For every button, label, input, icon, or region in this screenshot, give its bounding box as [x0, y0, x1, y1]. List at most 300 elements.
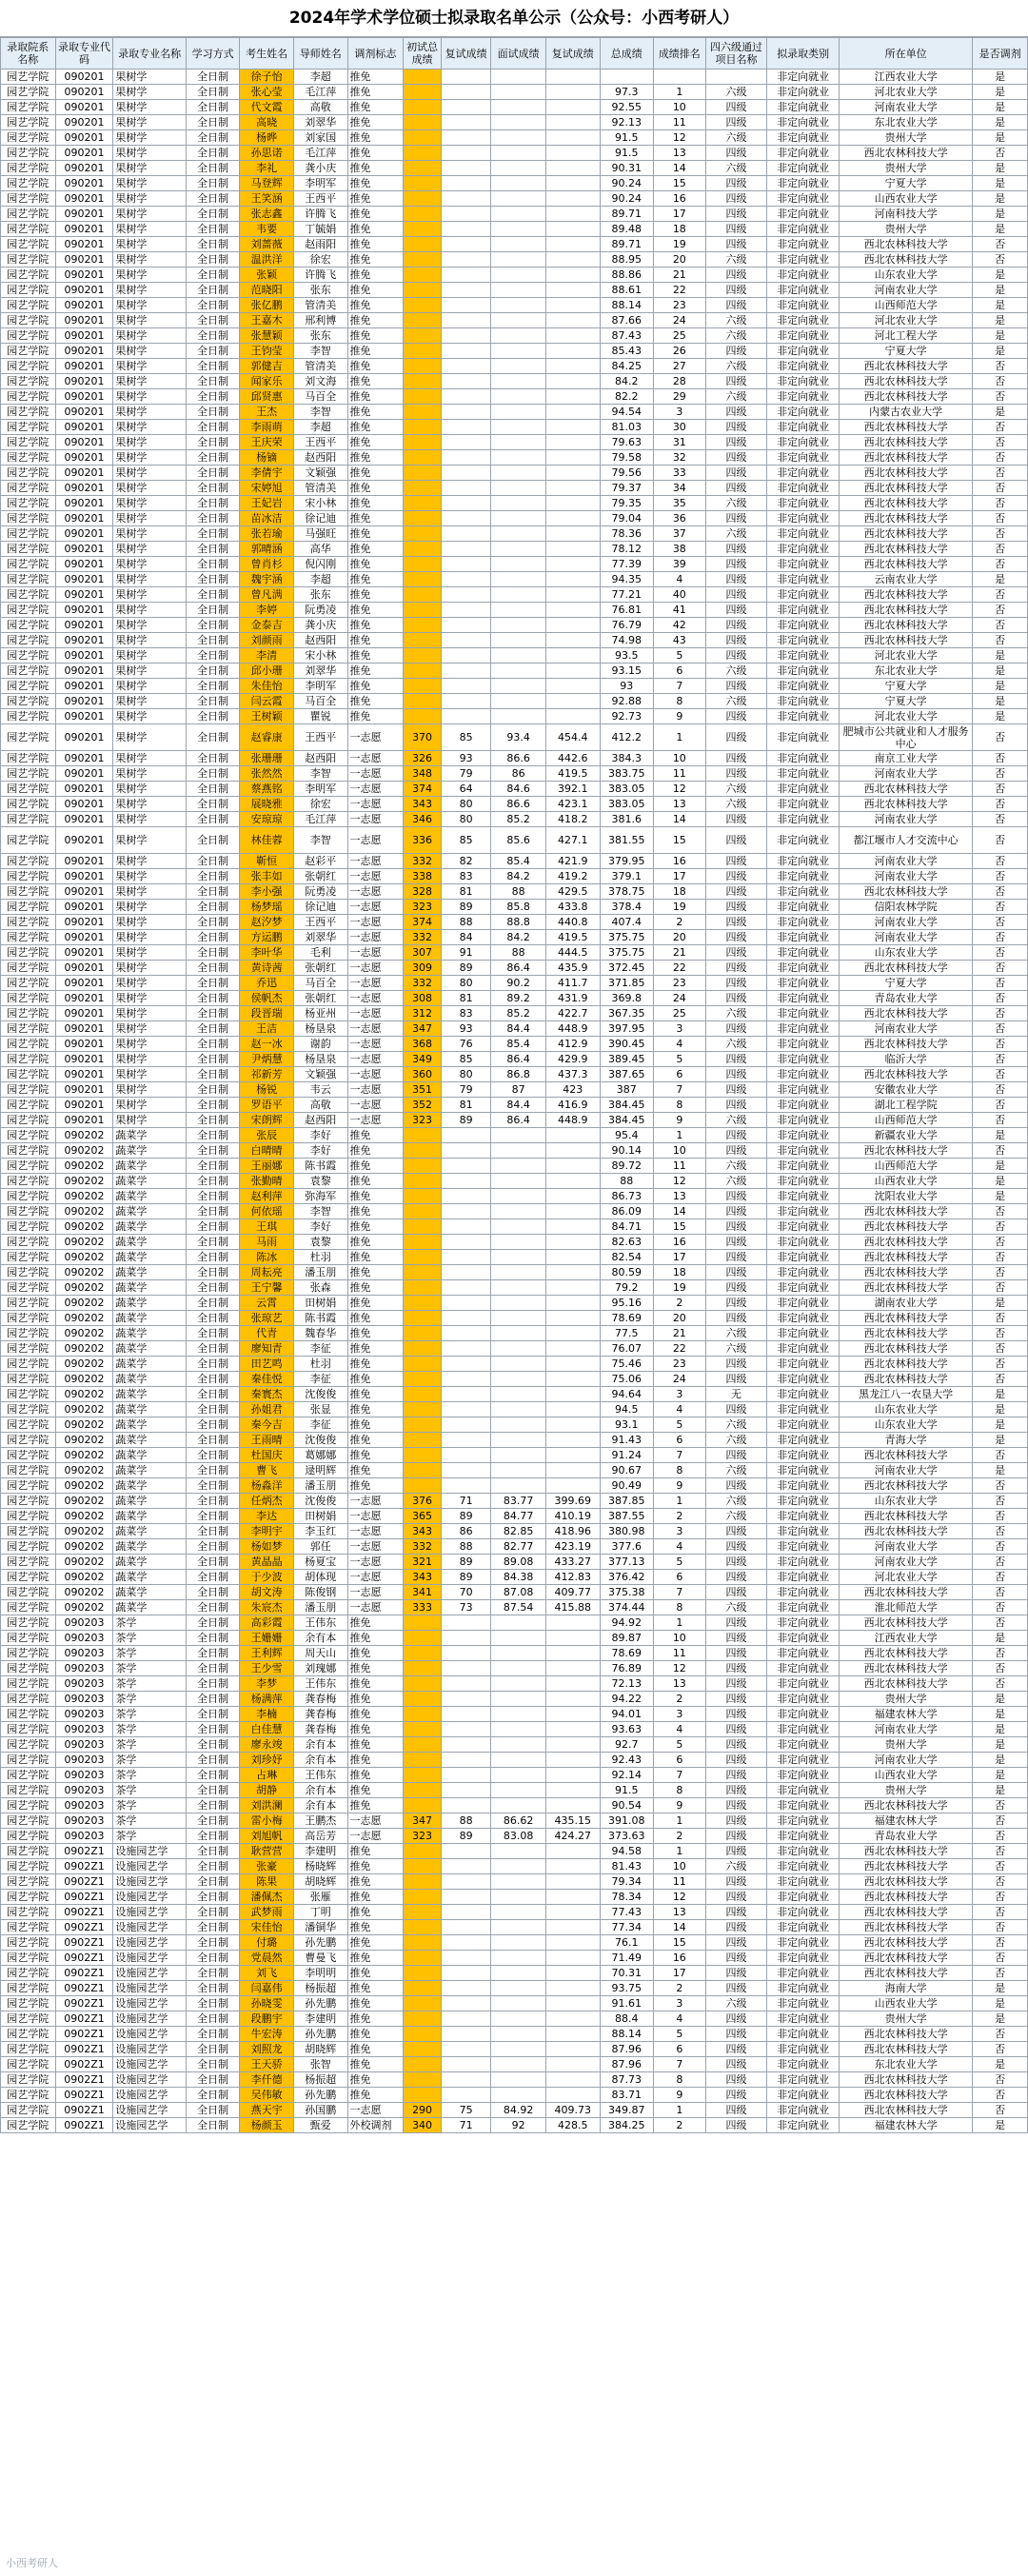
table-cell: [441, 1692, 490, 1707]
table-cell: 全日制: [186, 1143, 240, 1159]
table-cell: 非定向就业: [767, 2118, 839, 2133]
table-cell: 非定向就业: [767, 389, 839, 405]
table-cell: [441, 2011, 490, 2027]
table-cell: 86: [491, 766, 546, 782]
table-cell: 西北农林科技大学: [839, 1265, 972, 1280]
table-row: [1, 618, 1028, 633]
table-cell: 推免: [347, 1966, 404, 1981]
table-cell: 是: [973, 1996, 1028, 2011]
table-row: [1, 961, 1028, 976]
table-cell: 徐子怡: [240, 69, 294, 85]
table-cell: 否: [973, 2103, 1028, 2118]
table-cell: 非定向就业: [767, 161, 839, 176]
table-cell: 2: [654, 915, 705, 930]
table-cell: 海南大学: [839, 1981, 972, 1996]
table-cell: 六级: [705, 496, 767, 511]
table-cell: 442.6: [545, 751, 600, 766]
table-cell: 果树学: [113, 85, 186, 100]
table-cell: 杨镝: [240, 450, 294, 466]
table-cell: 西北农林科技大学: [839, 1935, 972, 1951]
table-cell: [404, 1219, 442, 1235]
table-cell: 88.8: [491, 915, 546, 930]
table-cell: 090201: [55, 1037, 113, 1052]
table-cell: 090201: [55, 900, 113, 915]
table-cell: 378.4: [600, 900, 654, 915]
table-cell: [491, 450, 546, 466]
table-cell: 否: [973, 1067, 1028, 1082]
table-cell: 果树学: [113, 1098, 186, 1113]
table-cell: 448.9: [545, 1113, 600, 1128]
table-cell: 非定向就业: [767, 1052, 839, 1067]
table-cell: 王姗姗: [240, 1631, 294, 1646]
table-cell: 全日制: [186, 1052, 240, 1067]
table-cell: 西北农林科技大学: [839, 1676, 972, 1692]
table-cell: 88: [441, 1813, 490, 1829]
table-cell: [545, 633, 600, 648]
table-cell: 384.45: [600, 1113, 654, 1128]
table-cell: [491, 207, 546, 222]
table-cell: 090201: [55, 191, 113, 207]
table-cell: 090201: [55, 751, 113, 766]
table-cell: 四级: [705, 2072, 767, 2088]
table-cell: 全日制: [186, 1113, 240, 1128]
table-cell: [491, 420, 546, 435]
table-cell: 西北农林科技大学: [839, 374, 972, 389]
table-row: [1, 466, 1028, 481]
table-cell: 090201: [55, 724, 113, 751]
table-cell: 六级: [705, 1996, 767, 2011]
table-cell: 326: [404, 751, 442, 766]
table-cell: 徐宏: [293, 252, 347, 268]
table-cell: 河南农业大学: [839, 1539, 972, 1555]
table-cell: 88: [491, 884, 546, 900]
table-cell: 刘颜雨: [240, 633, 294, 648]
table-row: [1, 481, 1028, 496]
table-cell: 李明明: [293, 1966, 347, 1981]
table-row: [1, 587, 1028, 603]
table-cell: 四级: [705, 176, 767, 191]
table-cell: 非定向就业: [767, 1311, 839, 1326]
table-cell: 0902Z1: [55, 2088, 113, 2103]
table-cell: 全日制: [186, 664, 240, 679]
table-cell: 陈果: [240, 1874, 294, 1890]
table-cell: 全日制: [186, 344, 240, 359]
table-cell: 15: [654, 1935, 705, 1951]
table-row: [1, 1615, 1028, 1631]
table-cell: 88: [441, 1539, 490, 1555]
table-cell: 15: [654, 176, 705, 191]
table-cell: 非定向就业: [767, 2011, 839, 2027]
table-cell: 西北农林科技大学: [839, 1037, 972, 1052]
table-cell: 6: [654, 1570, 705, 1585]
table-cell: 10: [654, 1631, 705, 1646]
table-cell: 377.6: [600, 1539, 654, 1555]
table-cell: [441, 1143, 490, 1159]
table-cell: [404, 328, 442, 344]
table-cell: 六级: [705, 1037, 767, 1052]
table-cell: 412.2: [600, 724, 654, 751]
table-cell: [441, 191, 490, 207]
table-cell: 园艺学院: [1, 1174, 56, 1189]
table-cell: 非定向就业: [767, 1387, 839, 1402]
table-cell: 非定向就业: [767, 930, 839, 945]
table-cell: 四级: [705, 344, 767, 359]
table-cell: 园艺学院: [1, 900, 56, 915]
table-cell: 349: [404, 1052, 442, 1067]
table-cell: [491, 146, 546, 161]
table-cell: 园艺学院: [1, 557, 56, 572]
table-cell: 西北农林科技大学: [839, 1798, 972, 1813]
table-cell: 果树学: [113, 526, 186, 542]
table-cell: 非定向就业: [767, 1753, 839, 1768]
table-cell: 94.5: [600, 1402, 654, 1417]
table-cell: 34: [654, 481, 705, 496]
table-cell: 9: [654, 1798, 705, 1813]
table-row: [1, 724, 1028, 751]
table-cell: 090201: [55, 328, 113, 344]
table-cell: 杨颜玉: [240, 2118, 294, 2133]
column-header: 初试总成绩: [404, 38, 442, 69]
table-cell: 全日制: [186, 1570, 240, 1585]
table-cell: 果树学: [113, 1021, 186, 1037]
table-cell: 推免: [347, 603, 404, 618]
table-cell: 刘珍妤: [240, 1753, 294, 1768]
table-cell: 果树学: [113, 69, 186, 85]
table-cell: 否: [973, 1448, 1028, 1463]
table-cell: 秦今吉: [240, 1417, 294, 1433]
table-cell: 推免: [347, 511, 404, 526]
table-cell: 武梦雨: [240, 1905, 294, 1920]
table-cell: 80: [441, 976, 490, 991]
table-cell: 四级: [705, 1082, 767, 1098]
table-cell: 一志愿: [347, 991, 404, 1006]
table-cell: [404, 1174, 442, 1189]
table-cell: [441, 252, 490, 268]
table-cell: 内蒙古农业大学: [839, 405, 972, 420]
table-cell: 刘飞: [240, 1966, 294, 1981]
table-cell: 383.05: [600, 782, 654, 797]
table-cell: 非定向就业: [767, 1920, 839, 1935]
table-cell: 推免: [347, 1280, 404, 1296]
table-cell: [441, 1448, 490, 1463]
table-cell: [545, 679, 600, 694]
table-cell: 蔬菜学: [113, 1280, 186, 1296]
table-cell: 设施园艺学: [113, 2118, 186, 2133]
table-cell: 全日制: [186, 1539, 240, 1555]
table-cell: 张东: [293, 283, 347, 298]
table-cell: 李明军: [293, 782, 347, 797]
table-cell: 20: [654, 252, 705, 268]
table-cell: 77.43: [600, 1905, 654, 1920]
table-cell: [491, 481, 546, 496]
table-cell: 园艺学院: [1, 2042, 56, 2057]
table-cell: 一志愿: [347, 1555, 404, 1570]
table-cell: [491, 1631, 546, 1646]
table-cell: 308: [404, 991, 442, 1006]
table-cell: 河北工程大学: [839, 328, 972, 344]
table-cell: [545, 100, 600, 115]
table-cell: 非定向就业: [767, 1996, 839, 2011]
table-cell: 杨垦泉: [293, 1021, 347, 1037]
table-cell: [404, 344, 442, 359]
table-cell: 园艺学院: [1, 1844, 56, 1859]
table-cell: 推免: [347, 252, 404, 268]
table-cell: 无: [705, 1387, 767, 1402]
table-cell: 否: [973, 1037, 1028, 1052]
table-cell: 四级: [705, 1250, 767, 1265]
table-cell: 090203: [55, 1646, 113, 1661]
table-cell: 推免: [347, 2072, 404, 2088]
table-cell: 宁夏大学: [839, 679, 972, 694]
table-cell: 六级: [705, 782, 767, 797]
table-cell: 429.5: [545, 884, 600, 900]
table-cell: 西北农林科技大学: [839, 1143, 972, 1159]
table-cell: 阮勇凌: [293, 603, 347, 618]
table-cell: 四级: [705, 1844, 767, 1859]
table-row: [1, 1387, 1028, 1402]
table-cell: 推免: [347, 1448, 404, 1463]
table-cell: 20: [654, 1311, 705, 1326]
table-cell: 王西平: [293, 435, 347, 450]
table-cell: 21: [654, 1326, 705, 1341]
table-cell: 四级: [705, 1280, 767, 1296]
table-cell: 园艺学院: [1, 930, 56, 945]
table-row: [1, 709, 1028, 724]
table-cell: [545, 69, 600, 85]
table-cell: [545, 2027, 600, 2042]
table-cell: 茶学: [113, 1707, 186, 1722]
table-cell: 园艺学院: [1, 2011, 56, 2027]
table-cell: 设施园艺学: [113, 1920, 186, 1935]
table-cell: 82.63: [600, 1235, 654, 1250]
table-cell: 南京工业大学: [839, 751, 972, 766]
table-cell: 非定向就业: [767, 328, 839, 344]
table-cell: 设施园艺学: [113, 2027, 186, 2042]
table-cell: 全日制: [186, 2118, 240, 2133]
table-cell: 六级: [705, 328, 767, 344]
table-cell: 推免: [347, 420, 404, 435]
table-cell: 园艺学院: [1, 1539, 56, 1555]
table-cell: [491, 1311, 546, 1326]
table-cell: 果树学: [113, 1037, 186, 1052]
table-cell: 24: [654, 313, 705, 328]
table-row: [1, 1722, 1028, 1737]
table-cell: 管清美: [293, 359, 347, 374]
table-cell: [545, 557, 600, 572]
table-cell: 蔬菜学: [113, 1417, 186, 1433]
table-cell: 周耘亮: [240, 1265, 294, 1280]
table-cell: 园艺学院: [1, 405, 56, 420]
table-cell: 非定向就业: [767, 1676, 839, 1692]
table-cell: 河南农业大学: [839, 930, 972, 945]
table-cell: 387.85: [600, 1494, 654, 1509]
table-cell: 非定向就业: [767, 100, 839, 115]
table-cell: [545, 1661, 600, 1676]
table-cell: 387: [600, 1082, 654, 1098]
table-cell: 四级: [705, 1661, 767, 1676]
table-cell: 否: [973, 915, 1028, 930]
table-cell: [491, 1402, 546, 1417]
table-cell: 园艺学院: [1, 1966, 56, 1981]
table-cell: 5: [654, 1555, 705, 1570]
table-cell: [404, 130, 442, 146]
table-cell: 否: [973, 1874, 1028, 1890]
table-cell: 否: [973, 435, 1028, 450]
table-cell: 四级: [705, 1981, 767, 1996]
table-cell: 76.1: [600, 1935, 654, 1951]
table-row: [1, 252, 1028, 268]
table-cell: 四级: [705, 298, 767, 313]
table-cell: 杨垦泉: [293, 1052, 347, 1067]
table-cell: 园艺学院: [1, 1311, 56, 1326]
table-cell: 86.62: [491, 1813, 546, 1829]
table-cell: 否: [973, 542, 1028, 557]
table-cell: 沈俊俊: [293, 1494, 347, 1509]
table-cell: [545, 2088, 600, 2103]
table-row: [1, 115, 1028, 130]
column-header: 考生姓名: [240, 38, 294, 69]
table-cell: 78.36: [600, 526, 654, 542]
table-row: [1, 557, 1028, 572]
table-row: [1, 85, 1028, 100]
table-row: [1, 405, 1028, 420]
table-cell: 山西农业大学: [839, 191, 972, 207]
table-cell: 杜羽: [293, 1357, 347, 1372]
table-cell: 曹曼飞: [293, 1951, 347, 1966]
table-cell: 89: [441, 961, 490, 976]
table-cell: 园艺学院: [1, 603, 56, 618]
table-cell: 园艺学院: [1, 1296, 56, 1311]
table-cell: 92.73: [600, 709, 654, 724]
table-cell: 否: [973, 1204, 1028, 1219]
table-cell: [441, 298, 490, 313]
table-cell: 胡晓辉: [293, 2042, 347, 2057]
table-cell: 2: [654, 1829, 705, 1844]
table-cell: 88.14: [600, 2027, 654, 2042]
table-cell: 果树学: [113, 100, 186, 115]
table-cell: [491, 1935, 546, 1951]
table-cell: 设施园艺学: [113, 2088, 186, 2103]
table-row: [1, 1463, 1028, 1478]
table-cell: 蔬菜学: [113, 1296, 186, 1311]
table-cell: 全日制: [186, 1494, 240, 1509]
table-cell: 段鹏宇: [240, 2011, 294, 2027]
table-cell: 李智: [293, 405, 347, 420]
table-cell: 园艺学院: [1, 1615, 56, 1631]
table-cell: 推免: [347, 587, 404, 603]
table-cell: 赵西阳: [293, 450, 347, 466]
table-row: [1, 268, 1028, 283]
table-cell: 090201: [55, 587, 113, 603]
table-cell: [545, 572, 600, 587]
table-cell: 李征: [293, 1417, 347, 1433]
table-cell: 2: [654, 1509, 705, 1524]
table-cell: 李玉红: [293, 1524, 347, 1539]
table-cell: 六级: [705, 694, 767, 709]
table-cell: 李达: [240, 1509, 294, 1524]
table-cell: 四级: [705, 2118, 767, 2133]
table-cell: 园艺学院: [1, 496, 56, 511]
table-cell: 孙姐君: [240, 1402, 294, 1417]
table-cell: 李雨萌: [240, 420, 294, 435]
table-cell: 是: [973, 1417, 1028, 1433]
table-cell: 王伟东: [293, 1615, 347, 1631]
table-cell: 090201: [55, 557, 113, 572]
table-cell: [491, 1280, 546, 1296]
table-cell: 临沂大学: [839, 1052, 972, 1067]
table-cell: 非定向就业: [767, 1951, 839, 1966]
table-row: [1, 130, 1028, 146]
table-cell: 090203: [55, 1631, 113, 1646]
table-cell: 20: [654, 930, 705, 945]
table-cell: 果树学: [113, 694, 186, 709]
table-cell: 83.71: [600, 2088, 654, 2103]
table-cell: 379.1: [600, 869, 654, 884]
table-cell: 是: [973, 1692, 1028, 1707]
table-cell: 园艺学院: [1, 766, 56, 782]
table-cell: 090201: [55, 976, 113, 991]
table-cell: 山东农业大学: [839, 945, 972, 961]
table-cell: 090202: [55, 1555, 113, 1570]
column-header: 学习方式: [186, 38, 240, 69]
table-cell: 朱佳怡: [240, 679, 294, 694]
table-cell: 葛娜娜: [293, 1448, 347, 1463]
table-cell: 西北农林科技大学: [839, 2042, 972, 2057]
table-cell: 张雁: [293, 1890, 347, 1905]
table-cell: [404, 1737, 442, 1753]
table-cell: 是: [973, 572, 1028, 587]
table-cell: 园艺学院: [1, 328, 56, 344]
table-cell: 是: [973, 328, 1028, 344]
table-row: [1, 389, 1028, 405]
table-cell: 7: [654, 1448, 705, 1463]
table-cell: 80: [441, 797, 490, 812]
table-cell: 西北农林科技大学: [839, 2088, 972, 2103]
table-cell: 3: [654, 1996, 705, 2011]
table-cell: [404, 115, 442, 130]
table-cell: 茶学: [113, 1615, 186, 1631]
table-cell: 372.45: [600, 961, 654, 976]
table-cell: 否: [973, 2072, 1028, 2088]
table-cell: 全日制: [186, 1753, 240, 1768]
table-cell: 0902Z1: [55, 2072, 113, 2088]
table-cell: 河南农业大学: [839, 854, 972, 869]
table-cell: [441, 146, 490, 161]
table-cell: 全日制: [186, 1951, 240, 1966]
table-cell: 推免: [347, 1250, 404, 1265]
table-cell: 李明宇: [240, 1524, 294, 1539]
table-cell: 非定向就业: [767, 435, 839, 450]
table-cell: 6: [654, 664, 705, 679]
table-cell: 六级: [705, 1417, 767, 1433]
table-cell: 推免: [347, 1615, 404, 1631]
table-cell: 西北农林科技大学: [839, 450, 972, 466]
table-cell: 管清美: [293, 298, 347, 313]
table-cell: 非定向就业: [767, 85, 839, 100]
table-cell: 园艺学院: [1, 961, 56, 976]
table-cell: 蔬菜学: [113, 1219, 186, 1235]
table-cell: 田树娟: [293, 1296, 347, 1311]
table-cell: 四级: [705, 1098, 767, 1113]
table-row: [1, 1143, 1028, 1159]
table-cell: 侯帆杰: [240, 991, 294, 1006]
table-cell: 非定向就业: [767, 2042, 839, 2057]
table-cell: 园艺学院: [1, 1600, 56, 1615]
table-cell: [404, 496, 442, 511]
table-cell: 一志愿: [347, 961, 404, 976]
table-cell: [491, 1219, 546, 1235]
table-cell: [404, 481, 442, 496]
